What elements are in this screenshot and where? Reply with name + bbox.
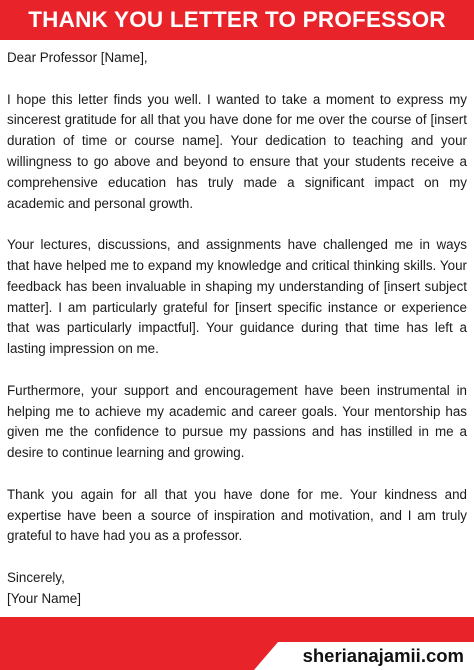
site-url: sherianajamii.com [302, 645, 464, 666]
page-title: THANK YOU LETTER TO PROFESSOR [28, 7, 446, 32]
letter-closing: Sincerely, [7, 569, 65, 585]
letter-paragraph-2: Your lectures, discussions, and assignments have challenged me in ways that have helped me to expand my knowledge and critical thinking skills. Your feedback has been invaluable in shaping my understanding of [insert subject matter]. I am particularly grateful for [insert specific instance or experience that was particularly impactful]. Your guidance during that time has left a lasting impression on me. [7, 237, 467, 357]
letter-body [7, 48, 467, 610]
letter-greeting: Dear Professor [Name], [7, 50, 148, 65]
letter-paragraph-3: Furthermore, your support and encouragement have been instrumental in helping me to achieve my academic and career goals. Your mentorship has given me the confidence to pursue my passions and has instilled in me a desire to continue learning and growing. [7, 382, 467, 461]
letter-paragraph-1: I hope this letter finds you well. I wanted to take a moment to express my sincerest gratitude for all that you have done for me over the course of [insert duration of time or course name]. Your dedication to teaching and your willingness to go above and beyond to ensure that your students receive a comprehensive education has truly made a significant impact on my academic and personal growth. [7, 91, 467, 211]
footer-banner [0, 617, 474, 670]
letter-signature: [Your Name] [7, 590, 81, 606]
letter-paragraph-4: Thank you again for all that you have done for me. Your kindness and expertise have been a source of inspiration and motivation, and I am truly grateful to have had you as a professor. [7, 486, 467, 544]
header-banner [0, 0, 474, 40]
